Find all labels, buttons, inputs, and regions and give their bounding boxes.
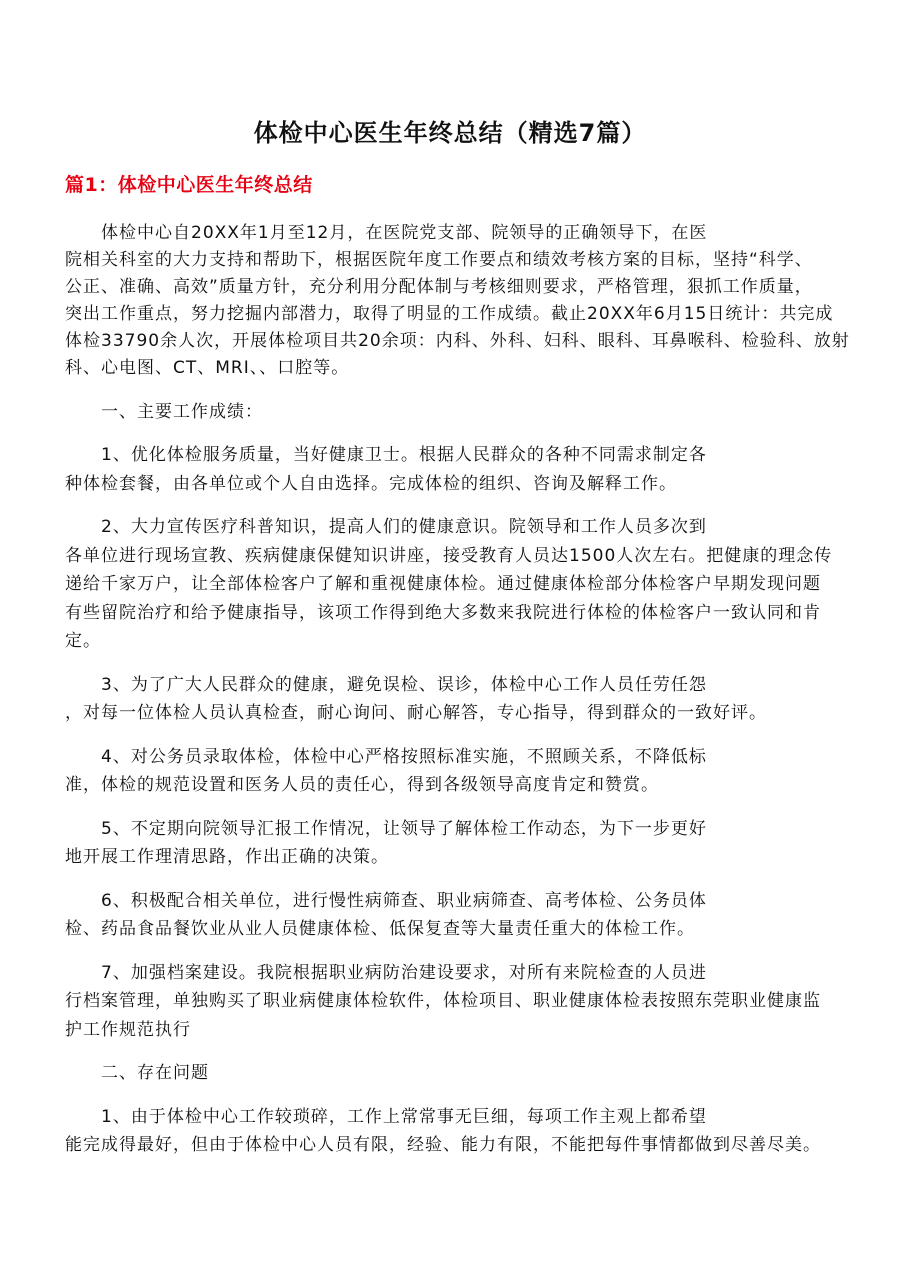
paragraph-line: ，对每一位体检人员认真检查，耐心询问、耐心解答，专心指导，得到群众的一致好评。: [65, 703, 767, 723]
paragraph-line: 1、优化体检服务质量，当好健康卫士。根据人民群众的各种不同需求制定各: [101, 445, 707, 465]
paragraph-item-3: [65, 671, 855, 728]
paragraph-line: 准，体检的规范设置和医务人员的责任心，得到各级领导高度肯定和赞赏。: [65, 775, 659, 795]
subheading-line: 一、主要工作成绩：: [101, 401, 263, 422]
paragraph-line: 护工作规范执行: [65, 1019, 191, 1040]
paragraph-line: 递给千家万户，让全部体检客户了解和重视健康体检。通过健康体检部分体检客户早期发现问题: [65, 574, 821, 594]
subheading-line: 二、存在问题: [101, 1063, 209, 1083]
paragraph-line: 2、大力宣传医疗科普知识，提高人们的健康意识。院领导和工作人员多次到: [101, 517, 707, 537]
paragraph-line: 1、由于体检中心工作较琐碎，工作上常常事无巨细，每项工作主观上都希望: [101, 1106, 707, 1127]
paragraph-item-7: [65, 959, 855, 1045]
paragraph-line: 3、为了广大人民群众的健康，避免误检、误诊，体检中心工作人员任劳任怨: [101, 674, 707, 695]
paragraph-item-1: [65, 441, 855, 498]
paragraph-line: 地开展工作理清思路，作出正确的决策。: [65, 847, 389, 867]
paragraph-line: 能完成得最好，但由于体检中心人员有限，经验、能力有限，不能把每件事情都做到尽善尽美。: [65, 1135, 821, 1155]
paragraph-item-2: [65, 513, 855, 656]
paragraph-problem-1: [65, 1103, 855, 1160]
paragraph-line: 检、药品食品餐饮业从业人员健康体检、低保复查等大量责任重大的体检工作。: [65, 919, 695, 939]
paragraph-line: 公正、准确、高效”质量方针，充分利用分配体制与考核细则要求，严格管理，狠抓工作质量，: [65, 277, 813, 297]
paragraph-line: 7、加强档案建设。我院根据职业病防治建设要求，对所有来院检查的人员进: [101, 962, 707, 983]
paragraph-line: 行档案管理，单独购买了职业病健康体检软件，体检项目、职业健康体检表按照东莞职业健康监: [65, 991, 821, 1011]
paragraph-intro: [65, 220, 855, 382]
subheading-achievements: [65, 398, 855, 427]
paragraph-item-5: [65, 815, 855, 872]
paragraph-line: 各单位进行现场宣教、疾病健康保健知识讲座，接受教育人员达1500人次左右。把健康的理念传: [65, 545, 833, 566]
paragraph-line: 院相关科室的大力支持和帮助下，根据医院年度工作要点和绩效考核方案的目标，坚持“科学、: [65, 250, 813, 270]
paragraph-line: 5、不定期向院领导汇报工作情况，让领导了解体检工作动态，为下一步更好: [101, 818, 707, 839]
paragraph-line: 种体检套餐，由各单位或个人自由选择。完成体检的组织、咨询及解释工作。: [65, 473, 677, 494]
document-title: 体检中心医生年终总结（精选7篇）: [253, 119, 647, 147]
paragraph-item-6: [65, 887, 855, 944]
subheading-problems: [65, 1059, 855, 1088]
paragraph-line: 6、积极配合相关单位，进行慢性病筛查、职业病筛查、高考体检、公务员体: [101, 890, 707, 911]
paragraph-line: 4、对公务员录取体检，体检中心严格按照标准实施，不照顾关系，不降低标: [101, 746, 707, 767]
paragraph-line: 有些留院治疗和给予健康指导，该项工作得到绝大多数来我院进行体检的体检客户一致认同和肯: [65, 602, 821, 623]
paragraph-line: 科、心电图、CT、MRI、、口腔等。: [65, 358, 350, 378]
paragraph-item-4: [65, 743, 855, 800]
document-body: [65, 220, 855, 1175]
paragraph-line: 定。: [65, 631, 101, 651]
section-heading: 篇1：体检中心医生年终总结: [65, 174, 313, 196]
paragraph-line: 体检中心自20XX年1月至12月，在医院党支部、院领导的正确领导下，在医: [101, 223, 708, 243]
paragraph-line: 体检33790余人次，开展体检项目共20余项：内科、外科、妇科、眼科、耳鼻喉科、检验科、放射: [65, 331, 850, 351]
paragraph-line: 突出工作重点，努力挖掘内部潜力，取得了明显的工作成绩。截止20XX年6月15日统计：共完成: [65, 304, 834, 324]
